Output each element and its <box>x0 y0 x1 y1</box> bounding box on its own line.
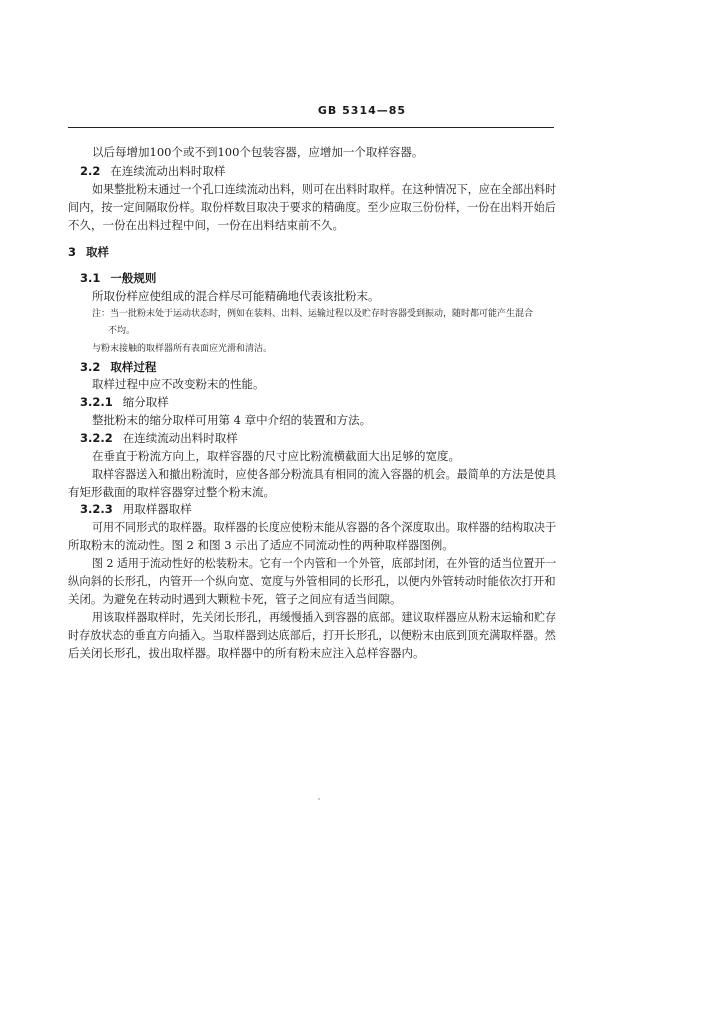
section-number: 3.2.2 <box>80 431 113 445</box>
body-line: 用该取样器取样时，先关闭长形孔，再缓慢插入到容器的底部。建议取样器应从粉末运输和贮存 <box>92 610 557 624</box>
body-line: 纵向斜的长形孔，内管开一个纵向宽、宽度与外管相同的长形孔，以便内外管转动时能依次打开和 <box>68 574 556 588</box>
section-number: 3.2.1 <box>80 395 113 409</box>
section-number: 2.2 <box>80 164 101 178</box>
section-title: 取样过程 <box>110 360 157 374</box>
body-line: 间内，按一定间隔取份样。取份样数目取决于要求的精确度。至少应取三份份样，一份在出料开始后 <box>68 200 556 214</box>
body-line: 如果整批粉末通过一个孔口连续流动出料，则可在出料时取样。在这种情况下，应在全部出料时 <box>92 182 557 196</box>
body-line: 取样容器送入和撤出粉流时，应使各部分粉流具有相同的流入容器的机会。最简单的方法是使具 <box>92 467 557 481</box>
body-line: 与粉末接触的取样器所有表面应光滑和清洁。 <box>92 344 273 354</box>
body-line: 可用不同形式的取样器。取样器的长度应使粉末能从容器的各个深度取出。取样器的结构取决于 <box>92 520 557 534</box>
chapter-title: 取样 <box>86 245 110 259</box>
body-line: 所取粉末的流动性。图 2 和图 3 示出了适应不同流动性的两种取样器图例。 <box>68 538 454 552</box>
section-number: 3.1 <box>80 271 101 285</box>
section-heading-3-1 <box>80 271 156 285</box>
section-title: 在连续流动出料时取样 <box>122 431 238 445</box>
body-line: 以后每增加100个或不到100个包装容器，应增加一个取样容器。 <box>92 145 424 159</box>
body-line: 时存放状态的垂直方向插入。当取样器到达底部后，打开长形孔，以便粉末由底到顶充满取样器。然 <box>68 628 556 642</box>
section-heading-2-2 <box>80 164 225 178</box>
note-line: 注：当一批粉末处于运动状态时，例如在装料、出料、运输过程以及贮存时容器受到振动，随时都可能产生混合 <box>92 309 534 319</box>
section-heading-3-2-2 <box>80 431 238 445</box>
section-title: 一般规则 <box>110 271 157 285</box>
section-number: 3.2.3 <box>80 502 113 516</box>
body-line: 在垂直于粉流方向上，取样容器的尺寸应比粉流横截面大出足够的宽度。 <box>92 449 460 463</box>
section-title: 在连续流动出料时取样 <box>110 164 226 178</box>
section-heading-3-2-3 <box>80 502 192 516</box>
body-line: 不久，一份在出料过程中间，一份在出料结束前不久。 <box>68 218 344 232</box>
body-line: 关闭。为避免在转动时遇到大颗粒卡死，管子之间应有适当间隙。 <box>68 592 402 606</box>
body-line: 后关闭长形孔，拔出取样器。取样器中的所有粉末应注入总样容器内。 <box>68 646 425 660</box>
body-line: 取样过程中应不改变粉末的性能。 <box>92 377 265 391</box>
standard-code-header: GB 5314—85 <box>317 104 407 117</box>
body-line: 有矩形截面的取样容器穿过整个粉末流。 <box>68 485 275 499</box>
body-line: 所取份样应使组成的混合样尽可能精确地代表该批粉末。 <box>92 289 380 303</box>
body-line: 图 2 适用于流动性好的松装粉末。它有一个内管和一个外管，底部封闭，在外管的适当位置开一 <box>92 556 557 570</box>
body-line: 整批粉末的缩分取样可用第 4 章中介绍的装置和方法。 <box>92 413 372 427</box>
note-line: 不均。 <box>108 326 136 336</box>
chapter-heading-3 <box>68 245 109 259</box>
section-heading-3-2-1 <box>80 395 169 409</box>
section-heading-3-2 <box>80 360 156 374</box>
scan-speck <box>318 798 320 800</box>
section-title: 缩分取样 <box>122 395 169 409</box>
chapter-number: 3 <box>68 245 77 259</box>
header-rule <box>68 127 554 128</box>
section-title: 用取样器取样 <box>122 502 192 516</box>
section-number: 3.2 <box>80 360 101 374</box>
